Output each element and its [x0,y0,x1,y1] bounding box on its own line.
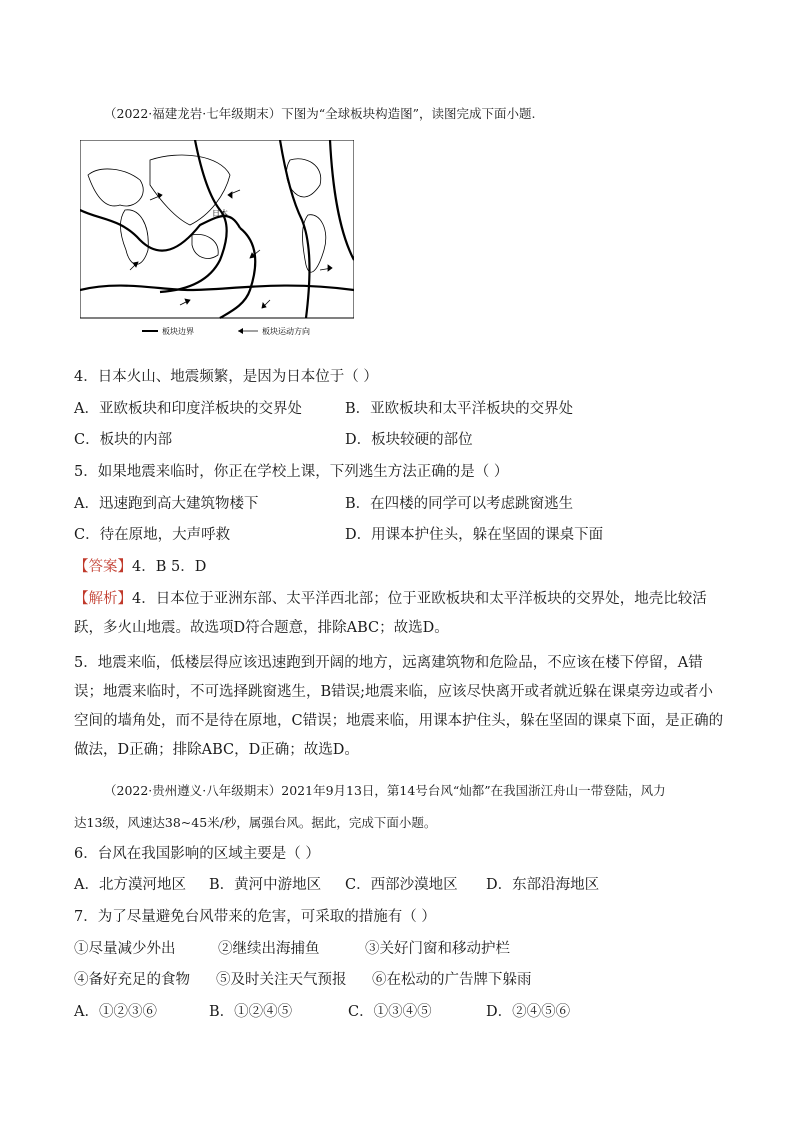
q7-stem: 7．为了尽量避免台风带来的危害，可采取的措施有（ ） [74,909,436,925]
q7-option-c: C．①③④⑤ [348,1004,432,1020]
map-label-japan: 日本 [212,209,228,218]
q5-option-b: B．在四楼的同学可以考虑跳窗逃生 [345,496,574,512]
section2-intro-line2: 达13级，风速达38~45米/秒，属强台风。据此，完成下面小题。 [74,815,437,830]
analysis-5: 5．地震来临，低楼层得应该迅速跑到开阔的地方，远离建筑物和危险品，不应该在楼下停留，A错误；地震来临时，不可选择跳窗逃生，B错误;地震来临，应该尽快离开或者就近躲在课桌旁边或者小空间的墙角处，而不是待在原地，C错误；地震来临，用课本护住头，躲在坚固的课桌下面，是正确的做法，D正确；排除ABC，D正确；故选D。 [74,655,724,758]
q5-option-d: D．用课本护住头，躲在坚固的课桌下面 [345,527,604,543]
q7-item-5: ⑤及时关注天气预报 [216,972,347,988]
answer-tag: 【答案】 [74,559,132,575]
plate-tectonics-map [80,140,354,340]
q6-option-d: D．东部沿海地区 [486,877,600,893]
analysis-4-text: 4．日本位于亚洲东部、太平洋西北部；位于亚欧板块和太平洋板块的交界处，地壳比较活跃，多火山地震。故选项D符合题意，排除ABC；故选D。 [74,591,707,636]
q4-option-c: C．板块的内部 [74,432,173,448]
q7-item-1: ①尽量减少外出 [74,941,176,957]
q7-item-6: ⑥在松动的广告牌下躲雨 [372,972,532,988]
q4-option-b: B．亚欧板块和太平洋板块的交界处 [345,401,574,417]
legend-direction-label: 板块运动方向 [262,327,310,336]
q5-stem: 5．如果地震来临时，你正在学校上课，下列逃生方法正确的是（ ） [74,464,509,480]
q7-option-d: D．②④⑤⑥ [486,1004,571,1020]
q7-item-2: ②继续出海捕鱼 [218,941,320,957]
section1-intro: （2022·福建龙岩·七年级期末）下图为“全球板块构造图”，读图完成下面小题. [104,106,536,121]
answer-text: 4．B 5．D [132,559,207,575]
section2-intro-line1: （2022·贵州遵义·八年级期末）2021年9月13日，第14号台风“灿都”在我国浙江舟山一带登陆，风力 [104,783,666,798]
q4-option-a: A．亚欧板块和印度洋板块的交界处 [74,401,302,417]
analysis-4 [74,585,724,643]
legend-boundary-label: 板块边界 [162,327,194,336]
q7-item-4: ④备好充足的食物 [74,972,190,988]
q5-option-a: A．迅速跑到高大建筑物楼下 [74,496,259,512]
q4-option-d: D．板块较硬的部位 [345,432,473,448]
q4-stem: 4．日本火山、地震频繁，是因为日本位于（ ） [74,369,378,385]
analysis-tag: 【解析】 [74,591,132,607]
q6-option-c: C．西部沙漠地区 [345,877,458,893]
q6-option-b: B．黄河中游地区 [209,877,322,893]
q7-option-a: A．①②③⑥ [74,1004,157,1020]
q5-option-c: C．待在原地，大声呼救 [74,527,231,543]
q7-option-b: B．①②④⑤ [209,1004,293,1020]
q6-option-a: A．北方漠河地区 [74,877,186,893]
q7-item-3: ③关好门窗和移动护栏 [365,941,510,957]
q6-stem: 6．台风在我国影响的区域主要是（ ） [74,846,320,862]
answer-line [74,557,206,577]
